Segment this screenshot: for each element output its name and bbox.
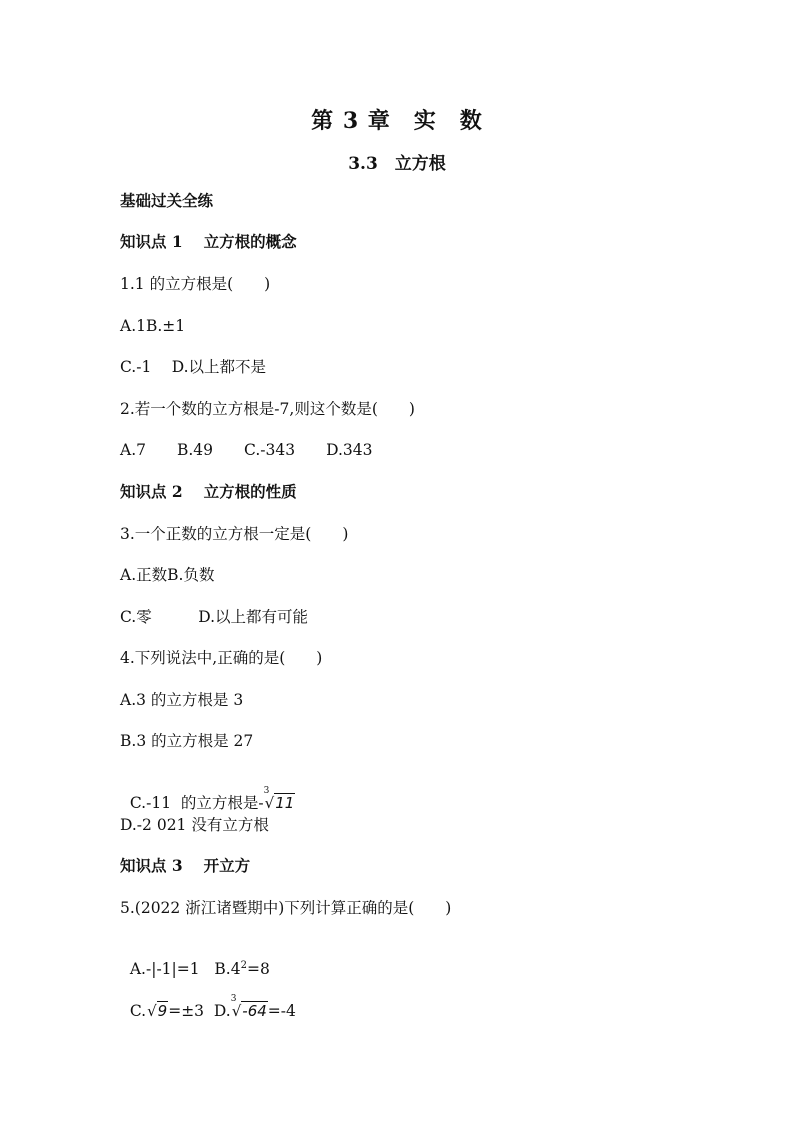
question-4-option-d: D.-2 021 没有立方根: [120, 816, 269, 834]
radical-sign-icon: √: [231, 1002, 242, 1020]
question-3-stem: 3.一个正数的立方根一定是( ): [120, 525, 349, 543]
question-4-option-c: [120, 773, 295, 813]
question-5-stem: 5.(2022 浙江诸暨期中)下列计算正确的是( ): [120, 899, 452, 917]
question-5-option-b-suffix: =8: [246, 960, 270, 978]
root-index: 3: [230, 994, 237, 1004]
question-5-option-a: A.-|-1|=1: [129, 960, 200, 978]
question-5-option-c-prefix: C.: [129, 1002, 147, 1020]
question-2-stem: 2.若一个数的立方根是-7,则这个数是( ): [120, 400, 415, 418]
question-4-stem: 4.下列说法中,正确的是( ): [120, 649, 323, 667]
question-2-options: A.7 B.49 C.-343 D.343: [120, 441, 373, 459]
radical-sign-icon: √: [264, 794, 275, 812]
exponent: 2: [240, 959, 247, 971]
radical-sign-icon: √: [147, 1002, 157, 1020]
question-5-option-d-suffix: =-4: [267, 1002, 296, 1020]
practice-heading: 基础过关全练: [120, 191, 214, 210]
question-1-stem: 1.1 的立方根是( ): [120, 275, 271, 293]
question-1-options-ab: A.1B.±1: [120, 317, 186, 335]
question-5-option-c-suffix: =±3: [168, 1002, 205, 1020]
question-5-options-ab: [120, 939, 270, 979]
section-title: 3.3 立方根: [348, 154, 446, 174]
question-1-options-cd: C.-1 D.以上都不是: [120, 358, 267, 376]
radicand: -64: [242, 1002, 267, 1020]
knowledge-point-3-heading: 知识点 3 开立方: [120, 856, 251, 875]
question-3-options-cd: C.零 D.以上都有可能: [120, 608, 309, 626]
knowledge-point-1-heading: 知识点 1 立方根的概念: [120, 232, 297, 251]
chapter-title: 第 3 章 实 数: [311, 108, 483, 134]
square-root-expression: [147, 1001, 168, 1021]
radicand: 9: [157, 1002, 168, 1020]
question-4-option-a: A.3 的立方根是 3: [120, 691, 244, 709]
question-5-options-cd: [120, 981, 296, 1021]
cube-root-expression: [230, 994, 268, 1021]
knowledge-point-2-heading: 知识点 2 立方根的性质: [120, 482, 297, 501]
radicand: 11: [275, 794, 295, 812]
root-index: 3: [263, 786, 270, 796]
question-4-option-b: B.3 的立方根是 27: [120, 732, 254, 750]
question-5-option-b-prefix: B.4: [214, 960, 241, 978]
question-4-option-c-text: C.-11 的立方根是-: [129, 794, 264, 812]
cube-root-expression: [263, 786, 296, 813]
question-5-option-d-prefix: D.: [213, 1002, 231, 1020]
question-3-options-ab: A.正数B.负数: [120, 566, 215, 584]
